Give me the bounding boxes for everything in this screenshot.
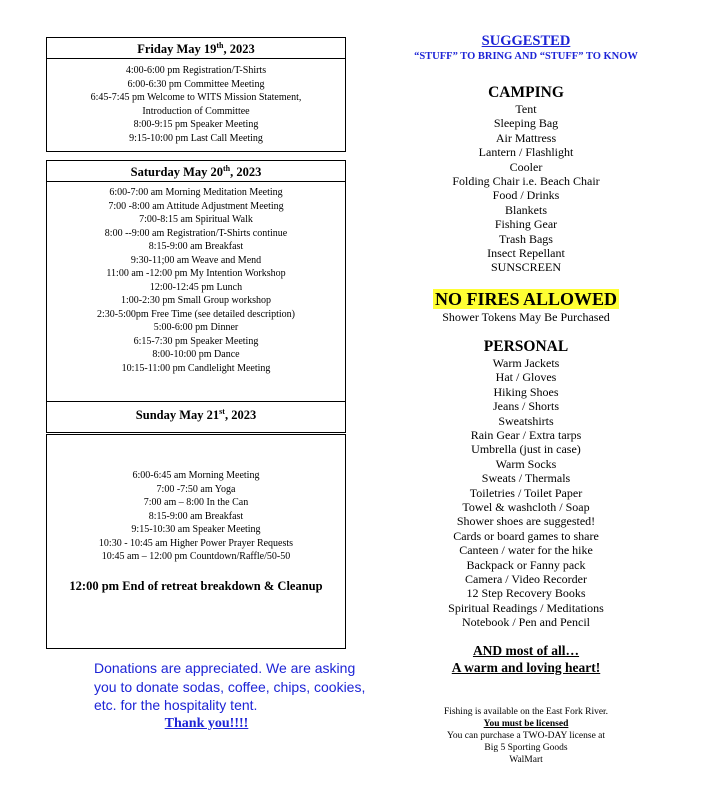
personal-item: Cards or board games to share [453, 528, 599, 543]
sunday-title: Sunday May 21 [135, 408, 220, 422]
saturday-event: 5:00-6:00 pm Dinner [153, 322, 239, 333]
friday-event: 6:00-6:30 pm Committee Meeting [127, 78, 265, 90]
camping-item: Insect Repellant [487, 246, 565, 261]
saturday-heading [47, 161, 345, 182]
sunday-title-year: , 2023 [224, 408, 257, 422]
personal-item: Notebook / Pen and Pencil [462, 615, 590, 630]
fishing-line: WalMart [509, 754, 543, 765]
saturday-event: 8:00 --9:00 am Registration/T-Shirts continue [104, 227, 288, 239]
sunday-event: 9:15-10:30 am Speaker Meeting [131, 524, 261, 535]
saturday-event: 8:15-9:00 am Breakfast [148, 241, 244, 252]
camping-item: Sleeping Bag [493, 116, 559, 131]
camping-item: Lantern / Flashlight [478, 145, 574, 160]
personal-item: Sweatshirts [498, 413, 554, 428]
closing-line-1: AND most of all… [472, 642, 580, 658]
camping-item: Trash Bags [499, 231, 553, 246]
suggested-column [386, 33, 666, 766]
fishing-license-required: You must be licensed [483, 718, 569, 729]
closing-line-2: A warm and loving heart! [451, 659, 601, 675]
saturday-title-suffix: th [223, 163, 231, 173]
fishing-line: You can purchase a TWO-DAY license at [446, 730, 606, 741]
saturday-event: 7:00 -8:00 am Attitude Adjustment Meeting [108, 200, 284, 212]
saturday-event: 12:00-12:45 pm Lunch [149, 281, 243, 293]
saturday-title-year: , 2023 [230, 165, 262, 179]
no-fires-notice: NO FIRES ALLOWED [434, 288, 618, 309]
friday-heading [47, 38, 345, 59]
friday-event: 6:45-7:45 pm Welcome to WITS Mission Statement, Introduction of Committee [90, 92, 302, 117]
sunday-heading [47, 402, 345, 432]
sunday-event: 8:15-9:00 am Breakfast [148, 510, 244, 522]
sunday-event: 10:45 am – 12:00 pm Countdown/Raffle/50-50 [101, 551, 291, 562]
saturday-event: 11:00 am -12:00 pm My Intention Workshop [106, 268, 286, 279]
personal-heading: PERSONAL [483, 337, 569, 355]
sunday-schedule-box [46, 434, 346, 649]
sunday-events [47, 435, 345, 564]
sunday-title-suffix: st [219, 406, 225, 416]
friday-title-suffix: th [216, 40, 224, 50]
friday-event: 9:15-10:00 pm Last Call Meeting [129, 132, 263, 144]
sunday-event: 6:00-6:45 am Morning Meeting [132, 470, 260, 481]
saturday-event: 8:00-10:00 pm Dance [152, 349, 240, 360]
friday-title: Friday May 19 [137, 42, 217, 56]
sunday-event: 7:00 -7:50 am Yoga [156, 483, 236, 495]
personal-item: Toiletries / Toilet Paper [469, 485, 583, 500]
camping-item: Folding Chair i.e. Beach Chair [452, 174, 600, 189]
saturday-event: 2:30-5:00pm Free Time (see detailed description) [96, 308, 296, 320]
saturday-events [47, 182, 345, 375]
personal-item: 12 Step Recovery Books [466, 586, 586, 601]
personal-item: Towel & washcloth / Soap [462, 499, 590, 514]
friday-schedule-box [46, 37, 346, 152]
personal-item: Camera / Video Recorder [464, 571, 587, 586]
donation-note [94, 659, 379, 733]
personal-item: Umbrella (just in case) [471, 442, 581, 457]
personal-item: Warm Jackets [492, 355, 560, 370]
personal-item: Hiking Shoes [493, 384, 559, 399]
personal-item: Canteen / water for the hike [459, 543, 593, 558]
camping-item: Cooler [509, 159, 543, 174]
saturday-event: 6:00-7:00 am Morning Meditation Meeting [109, 187, 283, 198]
personal-item: Backpack or Fanny pack [466, 557, 586, 572]
sunday-final-event: 12:00 pm End of retreat breakdown & Cleanup [69, 578, 323, 593]
sunday-event: 7:00 am – 8:00 In the Can [143, 497, 249, 508]
donation-thanks: Thank you!!!! [164, 715, 249, 731]
personal-item: Warm Socks [495, 456, 557, 471]
sunday-heading-box [46, 401, 346, 433]
shower-tokens-note: Shower Tokens May Be Purchased [442, 309, 610, 324]
camping-item: SUNSCREEN [490, 260, 561, 275]
friday-event: 8:00-9:15 pm Speaker Meeting [133, 119, 259, 130]
fishing-line: Big 5 Sporting Goods [484, 742, 568, 753]
personal-item: Jeans / Shorts [493, 399, 559, 414]
friday-event: 4:00-6:00 pm Registration/T-Shirts [125, 65, 267, 76]
suggested-title: SUGGESTED [481, 33, 571, 49]
personal-item: Shower shoes are suggested! [456, 514, 596, 529]
saturday-event: 7:00-8:15 am Spiritual Walk [139, 214, 253, 225]
saturday-event: 6:15-7:30 pm Speaker Meeting [133, 335, 259, 347]
saturday-event: 9:30-11;00 am Weave and Mend [130, 254, 262, 266]
personal-list [386, 356, 666, 630]
camping-item: Air Mattress [495, 130, 557, 145]
fishing-line: Fishing is available on the East Fork River. [443, 706, 609, 717]
sunday-event: 10:30 - 10:45 am Higher Power Prayer Requests [98, 537, 294, 549]
friday-title-year: , 2023 [223, 42, 255, 56]
fishing-info [386, 706, 666, 766]
no-fires-row [386, 289, 666, 310]
camping-item: Tent [515, 102, 537, 116]
personal-item: Rain Gear / Extra tarps [470, 427, 582, 442]
saturday-event: 10:15-11:00 pm Candlelight Meeting [121, 362, 271, 374]
camping-heading: CAMPING [488, 84, 564, 101]
personal-item: Hat / Gloves [495, 370, 557, 385]
camping-item: Blankets [505, 202, 547, 217]
saturday-schedule-box [46, 160, 346, 402]
personal-item: Spiritual Readings / Meditations [448, 600, 604, 615]
saturday-event: 1:00-2:30 pm Small Group workshop [121, 295, 271, 306]
personal-item: Sweats / Thermals [481, 471, 571, 486]
camping-item: Fishing Gear [494, 217, 558, 232]
saturday-title: Saturday May 20 [130, 165, 223, 179]
friday-events [47, 59, 345, 145]
camping-list [386, 102, 666, 275]
camping-item: Food / Drinks [492, 188, 560, 203]
suggested-subtitle: “STUFF” TO BRING AND “STUFF” TO KNOW [414, 51, 638, 62]
donation-text: Donations are appreciated. We are asking you to donate sodas, coffee, chips, cookies, etc. for the hospitality tent. [94, 660, 366, 713]
